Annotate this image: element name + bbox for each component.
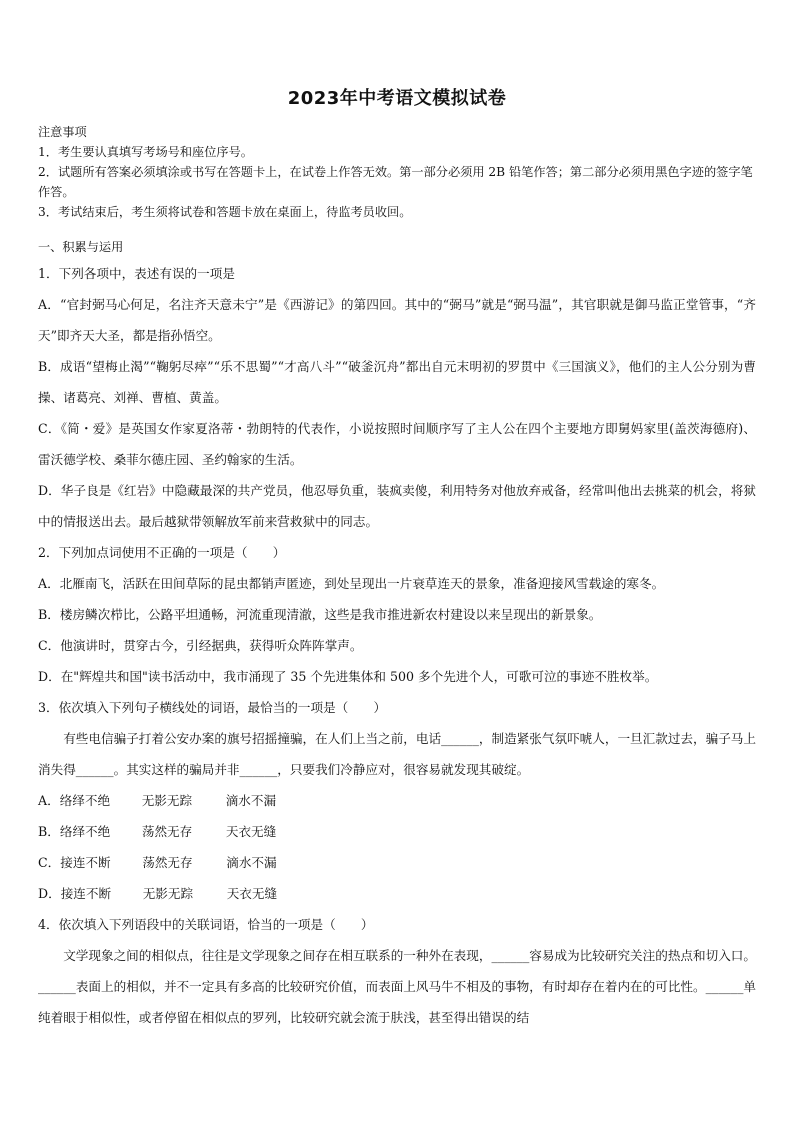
exam-notes: [38, 122, 756, 222]
question-2: [38, 537, 756, 692]
question-4: [38, 909, 756, 1033]
notes-item: 1．考生要认真填写考场号和座位序号。: [38, 145, 253, 159]
question-3: [38, 692, 756, 909]
question-stem: 2．下列加点词使用不正确的一项是（ ）: [38, 545, 286, 560]
choice-word: 接连不断: [60, 855, 111, 870]
notes-item: 3．考试结束后，考生须将试卷和答题卡放在桌面上，待监考员收回。: [38, 205, 412, 219]
choice-word: 络绎不绝: [59, 793, 111, 808]
option-d: D．华子良是《红岩》中隐藏最深的共产党员，他忍辱负重，装疯卖傻，利用特务对他放弃戒备，经常叫他出去挑菜的机会，将狱中的情报送出去。最后越狱带领解放军前来营救狱中的同志。: [38, 483, 756, 529]
choice-word: 天衣无缝: [226, 886, 278, 901]
choice-label: B．: [38, 824, 60, 839]
option-c: C．《简・爱》是英国女作家夏洛蒂・勃朗特的代表作，小说按照时间顺序写了主人公在四个主要地方即舅妈家里(盖茨海德府)、雷沃德学校、桑菲尔德庄园、圣约翰家的生活。: [38, 421, 756, 467]
notes-item: 2．试题所有答案必须填涂或书写在答题卡上，在试卷上作答无效。第一部分必须用 2B 铅笔作答；第二部分必须用黑色字迹的签字笔作答。: [38, 165, 753, 199]
exam-page: [38, 86, 756, 1033]
choice-word: 无影无踪: [141, 793, 193, 808]
choice-word: 无影无踪: [142, 886, 194, 901]
option-c: C．他演讲时，贯穿古今，引经据典，获得听众阵阵掌声。: [38, 638, 363, 653]
choice-c: [38, 847, 756, 878]
choice-label: C．: [38, 855, 61, 870]
notes-heading: 注意事项: [38, 125, 87, 139]
choice-word: 滴水不漏: [225, 793, 277, 808]
section-heading: 一、积累与运用: [38, 240, 124, 254]
choice-word: 络绎不绝: [59, 824, 111, 839]
choice-a: [38, 785, 756, 816]
choice-label: A．: [38, 793, 60, 808]
option-a: A．“官封弼马心何足，名注齐天意未宁”是《西游记》的第四回。其中的“弼马”就是“弼马温”，其官职就是御马监正堂管事，“齐天”即齐天大圣，都是指孙悟空。: [38, 297, 756, 343]
question-stem: 4．依次填入下列语段中的关联词语，恰当的一项是（ ）: [38, 917, 374, 932]
choice-word: 荡然无存: [141, 824, 193, 839]
option-d: D．在"辉煌共和国"读书活动中，我市涌现了 35 个先进集体和 500 多个先进个人，可歌可泣的事迹不胜枚举。: [38, 669, 658, 684]
question-1: [38, 258, 756, 537]
question-stem: 3．依次填入下列句子横线处的词语，最恰当的一项是（ ）: [38, 700, 387, 715]
choice-word: 接连不断: [60, 886, 112, 901]
choice-word: 荡然无存: [142, 855, 193, 870]
question-stem: 1．下列各项中，表述有误的一项是: [38, 266, 235, 281]
option-b: B．成语“望梅止渴”“鞠躬尽瘁”“乐不思蜀”“才高八斗”“破釜沉舟”都出自元末明初的罗贯中《三国演义》，他们的主人公分别为曹操、诸葛亮、刘禅、曹植、黄盖。: [38, 359, 756, 405]
choice-b: [38, 816, 756, 847]
question-passage: 文学现象之间的相似点，往往是文学现象之间存在相互联系的一种外在表现，______容易成为比较研究关注的热点和切入口。______表面上的相似，并不一定具有多高的比较研究价值，而表面上风马牛不相及的事物，有时却存在着内在的可比性。______单纯着眼于相似性，或者停留在相似点的罗列，比较研究就会流于肤浅，甚至得出错误的结: [38, 948, 756, 1025]
page-title: 2023年中考语文模拟试卷: [287, 88, 507, 109]
choice-word: 滴水不漏: [226, 855, 277, 870]
option-b: B．楼房鳞次栉比，公路平坦通畅，河流重现清澈，这些是我市推进新农村建设以来呈现出的新景象。: [38, 607, 602, 622]
choice-d: [38, 878, 756, 909]
choice-word: 天衣无缝: [225, 824, 277, 839]
choice-label: D．: [38, 886, 61, 901]
option-a: A．北雁南飞，活跃在田间草际的昆虫都销声匿迹，到处呈现出一片衰草连天的景象，准备迎接风雪载途的寒冬。: [38, 576, 665, 591]
question-passage: 有些电信骗子打着公安办案的旗号招摇撞骗，在人们上当之前，电话______，制造紧张气氛吓唬人，一旦汇款过去，骗子马上消失得______。其实这样的骗局并非______，只要我们冷静应对，很容易就发现其破绽。: [38, 731, 756, 777]
